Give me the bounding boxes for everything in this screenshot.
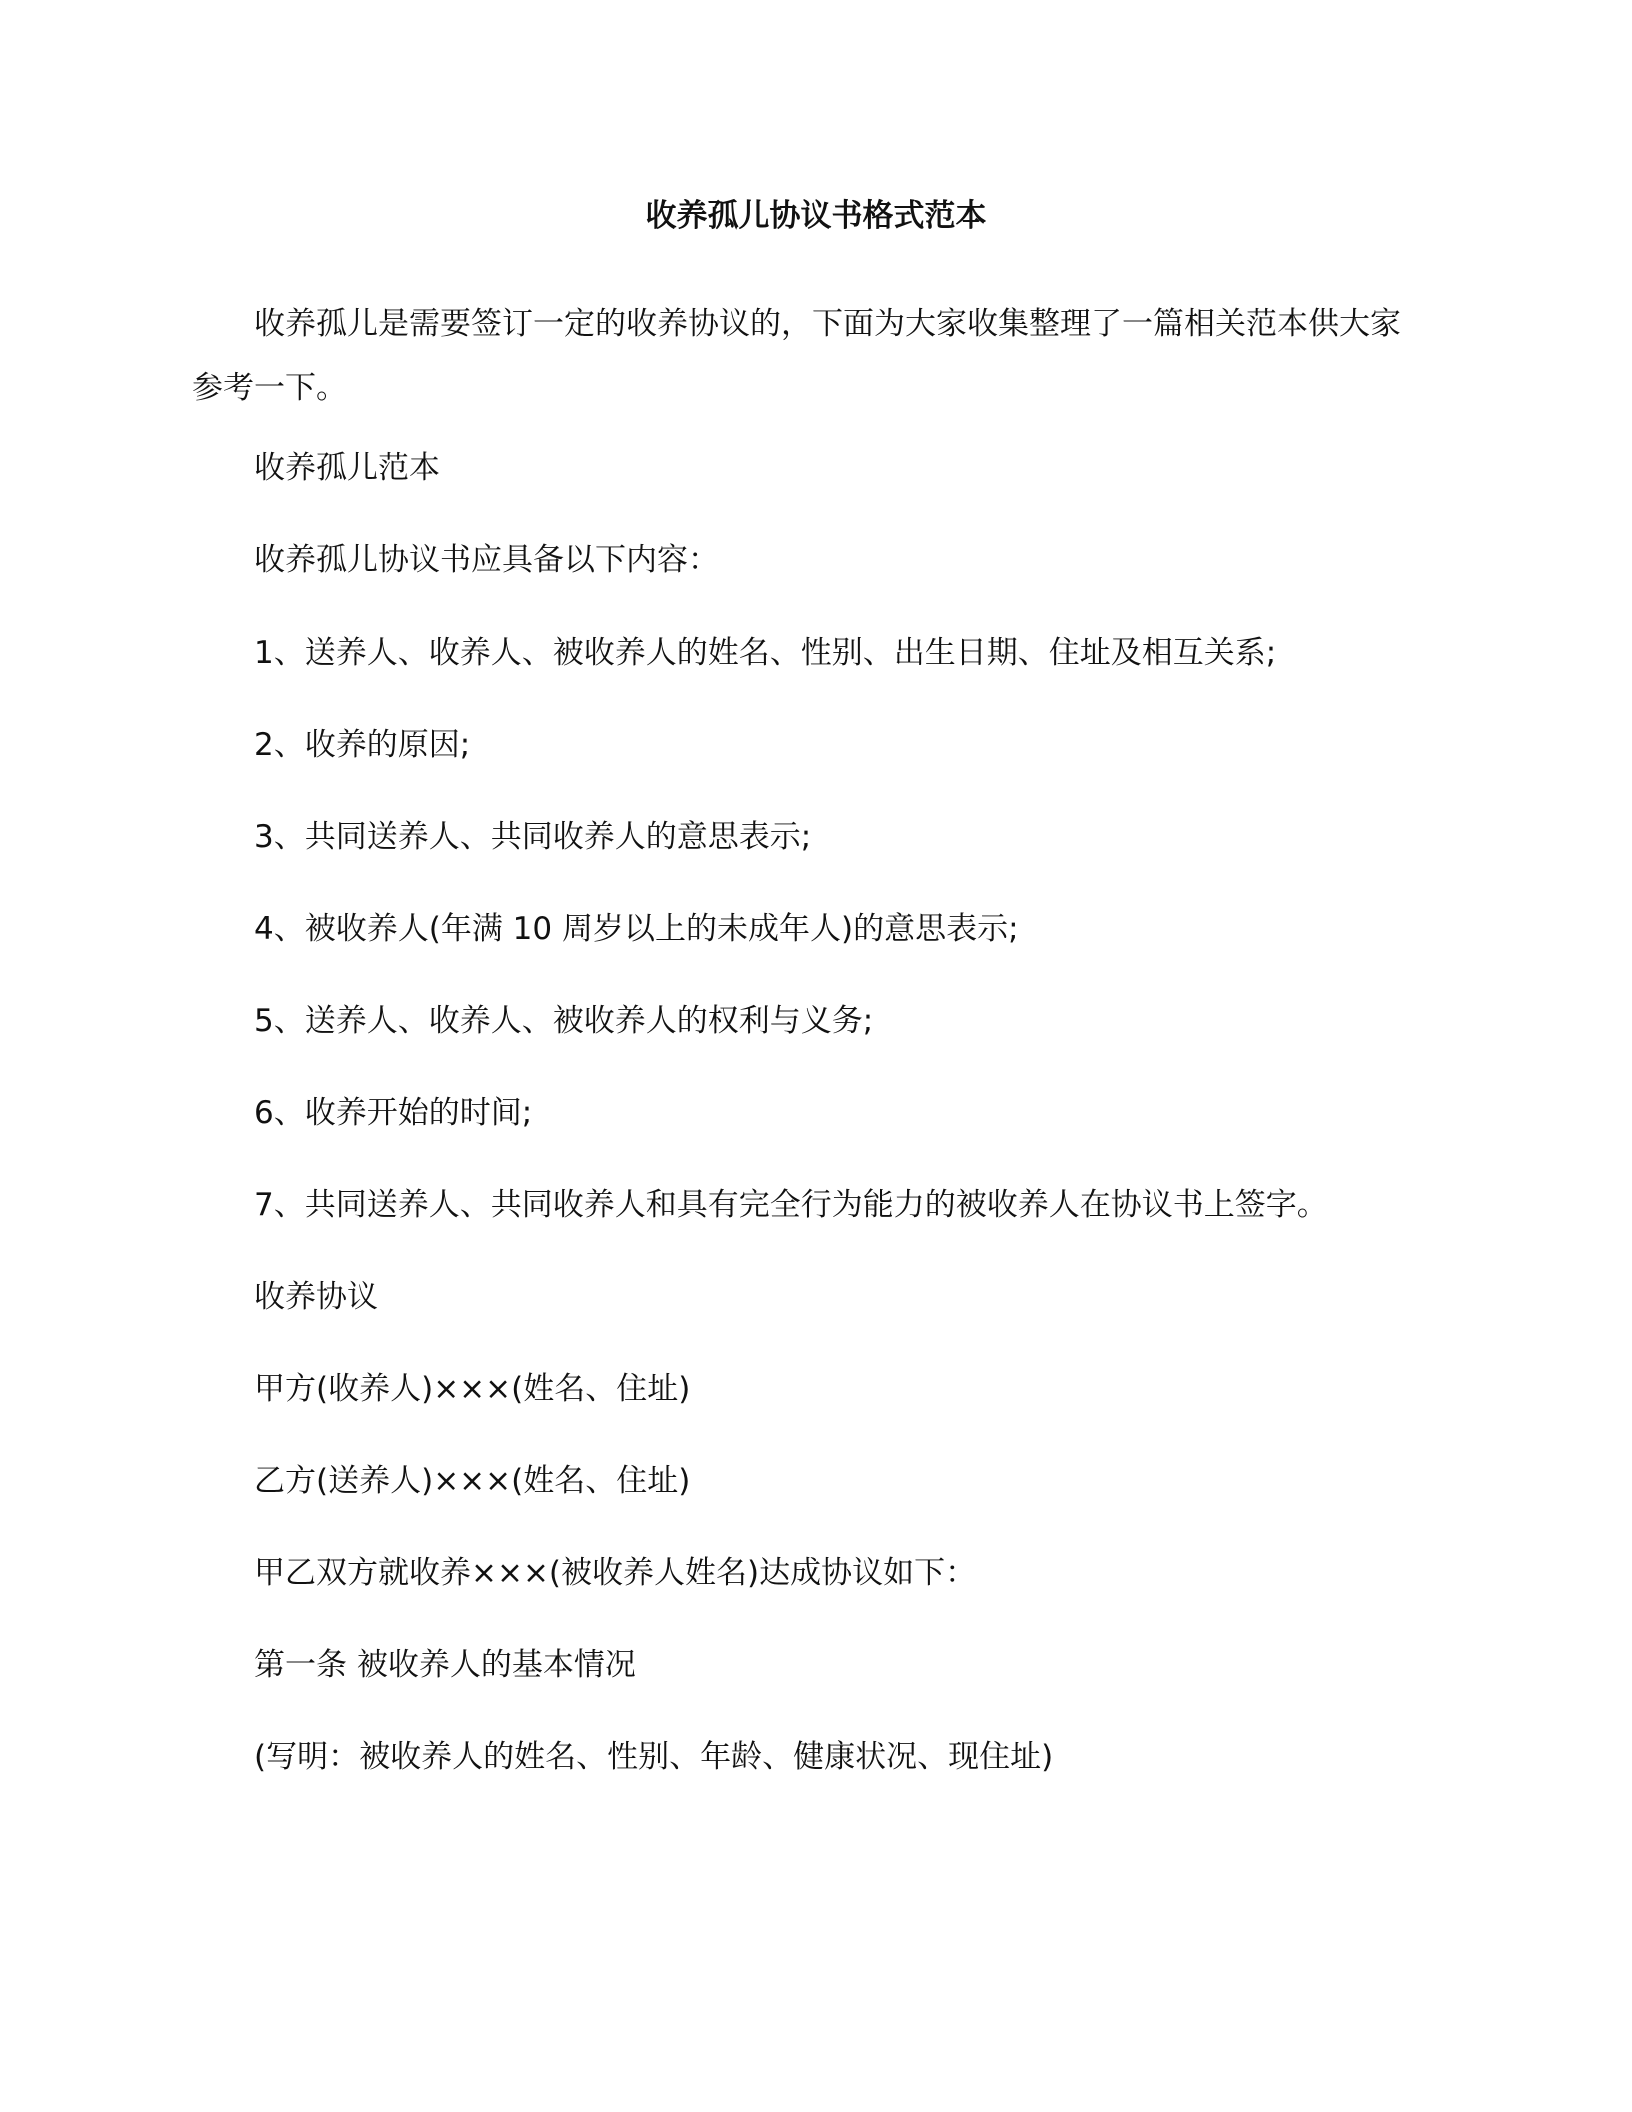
- article-one-heading: 第一条 被收养人的基本情况: [254, 1647, 636, 1683]
- party-a-line: 甲方(收养人)×××(姓名、住址): [254, 1371, 691, 1407]
- list-item-7: 7、共同送养人、共同收养人和具有完全行为能力的被收养人在协议书上签字。: [254, 1187, 1328, 1223]
- list-item-2: 2、收养的原因;: [254, 727, 471, 763]
- list-item-4: 4、被收养人(年满 10 周岁以上的未成年人)的意思表示;: [254, 911, 1019, 947]
- article-one-note: (写明：被收养人的姓名、性别、年龄、健康状况、现住址): [254, 1739, 1054, 1775]
- document-title: 收养孤儿协议书格式范本: [645, 198, 987, 234]
- party-b-line: 乙方(送养人)×××(姓名、住址): [254, 1463, 691, 1499]
- intro-paragraph: 收养孤儿是需要签订一定的收养协议的，下面为大家收集整理了一篇相关范本供大家参考一下。: [192, 306, 1401, 406]
- list-item-6: 6、收养开始的时间;: [254, 1095, 533, 1131]
- section-heading-agreement: 收养协议: [254, 1279, 378, 1315]
- agreement-statement: 甲乙双方就收养×××(被收养人姓名)达成协议如下：: [254, 1555, 977, 1591]
- list-item-3: 3、共同送养人、共同收养人的意思表示;: [254, 819, 812, 855]
- section-heading-sample: 收养孤儿范本: [254, 450, 440, 486]
- list-item-5: 5、送养人、收养人、被收养人的权利与义务;: [254, 1003, 874, 1039]
- list-item-1: 1、送养人、收养人、被收养人的姓名、性别、出生日期、住址及相互关系;: [254, 635, 1277, 671]
- paragraph-requirements: 收养孤儿协议书应具备以下内容：: [254, 542, 719, 578]
